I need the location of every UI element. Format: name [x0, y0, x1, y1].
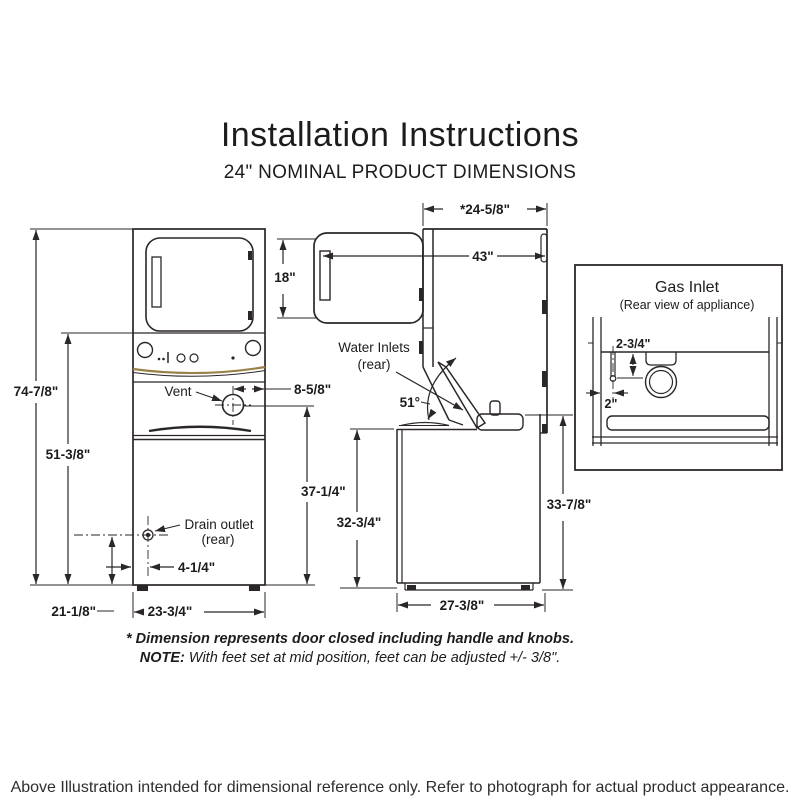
- dim-door-open-clearance: 43": [472, 249, 494, 264]
- tan-trim-curve: [133, 367, 265, 373]
- dim-gas-pipe-offset: 2": [604, 397, 618, 411]
- dim-washer-height: 32-3/4": [336, 515, 382, 530]
- drain-outlet-label: Drain outlet: [184, 517, 254, 532]
- page-subtitle: 24" NOMINAL PRODUCT DIMENSIONS: [223, 162, 577, 183]
- dim-lid-angle: 51°: [399, 395, 420, 410]
- gas-inlet-detail: [575, 265, 782, 470]
- control-knob-right: [246, 341, 261, 356]
- dryer-door-front: [146, 238, 253, 331]
- dryer-door-handle: [152, 257, 161, 307]
- vent-label: Vent: [164, 384, 192, 399]
- dim-front-width: 23-3/4": [147, 604, 193, 619]
- front-view-drawing: [30, 229, 315, 591]
- page-title: Installation Instructions: [220, 116, 580, 154]
- exhaust-duct-circle: [646, 367, 677, 398]
- drain-outlet-sublabel: (rear): [201, 532, 235, 547]
- note-label: NOTE:: [139, 650, 185, 666]
- footer-disclaimer: Above Illustration intended for dimensional reference only. Refer to photograph for actual product appearance.: [10, 779, 790, 796]
- dim-vent-height: 37-1/4": [301, 484, 346, 499]
- control-knob-left: [138, 343, 153, 358]
- dim-base-depth: 27-3/8": [439, 598, 485, 613]
- dim-drain-offset: 4-1/4": [178, 560, 216, 575]
- water-inlets-label: Water Inlets: [338, 340, 410, 355]
- control-panel: [138, 341, 261, 364]
- footnotes: [10, 630, 690, 668]
- gas-inlet-title: Gas Inlet: [654, 279, 720, 296]
- gas-inlet-subtitle: (Rear view of appliance): [619, 298, 755, 312]
- note-text: With feet set at mid position, feet can be adjusted +/- 3/8".: [188, 650, 561, 666]
- washer-lid-open: [438, 362, 485, 428]
- side-view-drawing: [314, 229, 573, 590]
- dim-gas-pipe-drop: 2-3/4": [616, 337, 651, 351]
- dim-depth-top: *24-5/8": [460, 202, 510, 217]
- front-view-dimensions: [14, 229, 346, 619]
- water-inlets-sublabel: (rear): [357, 357, 391, 372]
- dim-washer-top-height: 51-3/8": [45, 447, 91, 462]
- feet-adjustment-note: [10, 649, 690, 668]
- dim-total-height: 74-7/8": [13, 384, 59, 399]
- dim-vent-offset: 8-5/8": [294, 382, 332, 397]
- dim-rear-height: 33-7/8": [546, 497, 592, 512]
- dim-drain-height: 21-1/8": [51, 604, 96, 619]
- asterisk-note: * Dimension represents door closed including handle and knobs.: [126, 631, 574, 647]
- dim-door-height: 18": [274, 270, 296, 285]
